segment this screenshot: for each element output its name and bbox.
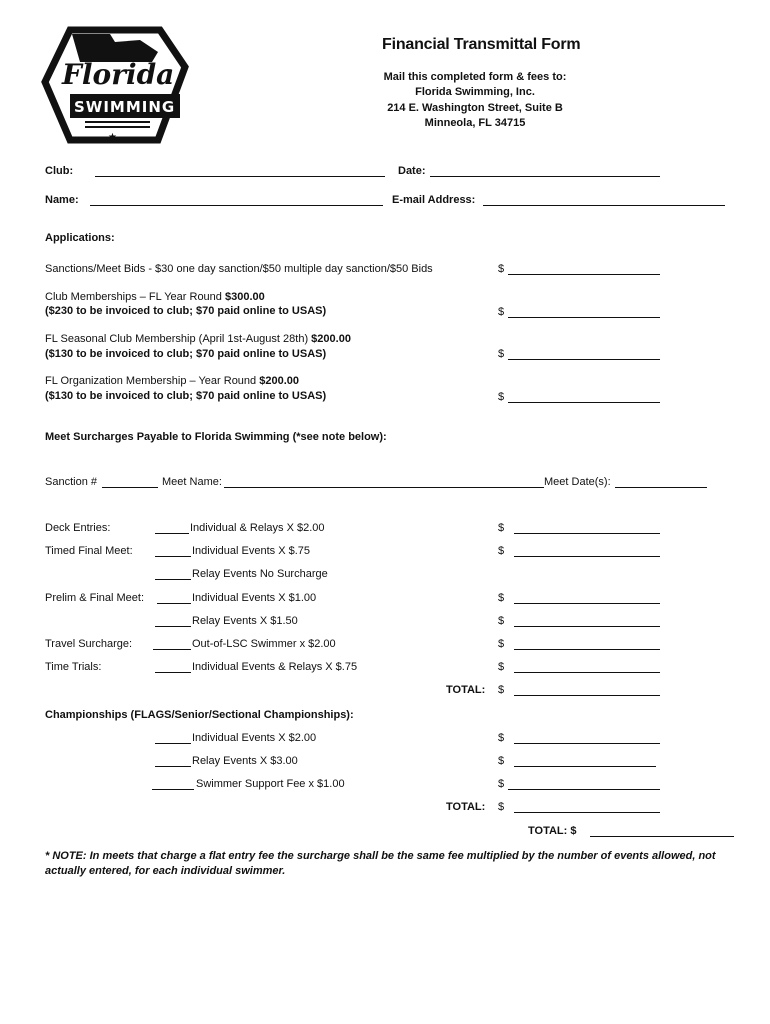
sanction-number-label: Sanction #: [45, 476, 97, 488]
seasonal-membership-amount-input[interactable]: [508, 349, 660, 360]
prelim-relay-item: Relay Events X $1.50: [192, 615, 298, 627]
deck-entries-item: Individual & Relays X $2.00: [190, 522, 325, 534]
travel-surcharge-item: Out-of-LSC Swimmer x $2.00: [192, 638, 336, 650]
sanction-number-input[interactable]: [102, 477, 158, 488]
deck-entries-currency: $: [498, 522, 505, 534]
grand-total-label: TOTAL: $: [528, 825, 577, 837]
relay-no-surcharge-item: Relay Events No Surcharge: [192, 568, 328, 580]
logo-star-icon: ★: [108, 132, 117, 143]
org-membership-note: ($130 to be invoiced to club; $70 paid online to USAS): [45, 390, 327, 402]
email-label: E-mail Address:: [392, 194, 476, 206]
meet-dates-input[interactable]: [615, 477, 707, 488]
prelim-relay-count-input[interactable]: [155, 616, 191, 627]
champ-individual-amount-input[interactable]: [514, 733, 660, 744]
meet-name-label: Meet Name:: [162, 476, 222, 488]
champ-individual-count-input[interactable]: [155, 733, 191, 744]
time-trials-item: Individual Events & Relays X $.75: [192, 661, 358, 673]
champ-relay-amount-input[interactable]: [514, 756, 656, 767]
seasonal-membership-price: $200.00: [311, 333, 351, 345]
champ-relay-count-input[interactable]: [155, 756, 191, 767]
grand-total-input[interactable]: [590, 826, 734, 837]
timed-final-amount-input[interactable]: [514, 546, 660, 557]
org-membership-label: FL Organization Membership – Year Round: [45, 375, 260, 387]
logo-word-florida: Florida: [62, 58, 175, 91]
timed-final-label: Timed Final Meet:: [45, 545, 133, 557]
championships-heading: Championships (FLAGS/Senior/Sectional Championships):: [45, 709, 354, 721]
sanctions-currency: $: [498, 263, 505, 275]
deck-entries-label: Deck Entries:: [45, 522, 111, 534]
championships-total-currency: $: [498, 801, 505, 813]
deck-entries-amount-input[interactable]: [514, 523, 660, 534]
travel-surcharge-label: Travel Surcharge:: [45, 638, 133, 650]
meet-dates-label: Meet Date(s):: [544, 476, 611, 488]
relay-no-surcharge-count-input[interactable]: [155, 569, 191, 580]
champ-relay-currency: $: [498, 755, 505, 767]
travel-surcharge-amount-input[interactable]: [514, 639, 660, 650]
travel-surcharge-currency: $: [498, 638, 505, 650]
seasonal-membership-note: ($130 to be invoiced to club; $70 paid online to USAS): [45, 348, 327, 360]
page-title: Financial Transmittal Form: [382, 36, 581, 53]
org-city: Minneola, FL 34715: [424, 117, 526, 129]
org-membership-amount-input[interactable]: [508, 392, 660, 403]
club-membership-currency: $: [498, 306, 505, 318]
championships-total-input[interactable]: [514, 802, 660, 813]
surcharge-total-currency: $: [498, 684, 505, 696]
seasonal-membership-label: FL Seasonal Club Membership (April 1st-August 28th): [45, 333, 312, 345]
club-membership-amount-input[interactable]: [508, 307, 660, 318]
time-trials-amount-input[interactable]: [514, 662, 660, 673]
prelim-relay-currency: $: [498, 615, 505, 627]
date-label: Date:: [398, 165, 426, 177]
sanctions-amount-input[interactable]: [508, 264, 660, 275]
name-input[interactable]: [90, 195, 383, 206]
support-fee-amount-input[interactable]: [508, 779, 660, 790]
deck-entries-count-input[interactable]: [155, 523, 189, 534]
travel-surcharge-count-input[interactable]: [153, 639, 191, 650]
applications-heading: Applications:: [45, 232, 115, 244]
timed-final-item: Individual Events X $.75: [192, 545, 311, 557]
seasonal-membership-currency: $: [498, 348, 505, 360]
support-fee-item: Swimmer Support Fee x $1.00: [196, 778, 345, 790]
club-membership-note: ($230 to be invoiced to club; $70 paid online to USAS): [45, 305, 327, 317]
timed-final-currency: $: [498, 545, 505, 557]
support-fee-count-input[interactable]: [152, 779, 194, 790]
prelim-final-amount-input[interactable]: [514, 593, 660, 604]
footnote: * NOTE: In meets that charge a flat entry fee the surcharge shall be the same fee multiplied by the number of events allowed, not actually entered, for each individual swimmer.: [45, 850, 716, 877]
champ-individual-item: Individual Events X $2.00: [192, 732, 317, 744]
club-membership-label: Club Memberships – FL Year Round: [45, 291, 225, 303]
mail-instruction: Mail this completed form & fees to:: [383, 71, 567, 83]
time-trials-label: Time Trials:: [45, 661, 102, 673]
club-membership-price: $300.00: [224, 291, 265, 303]
name-label: Name:: [45, 194, 79, 206]
surcharges-heading: Meet Surcharges Payable to Florida Swimming (*see note below):: [45, 431, 387, 443]
org-street: 214 E. Washington Street, Suite B: [387, 102, 563, 114]
surcharge-total-input[interactable]: [514, 685, 660, 696]
florida-swimming-logo: [40, 22, 190, 147]
champ-relay-item: Relay Events X $3.00: [192, 755, 298, 767]
org-name: Florida Swimming, Inc.: [415, 86, 535, 98]
email-input[interactable]: [483, 195, 725, 206]
prelim-final-item: Individual Events X $1.00: [192, 592, 317, 604]
prelim-final-label: Prelim & Final Meet:: [45, 592, 145, 604]
prelim-relay-amount-input[interactable]: [514, 616, 660, 627]
surcharge-total-label: TOTAL:: [446, 684, 486, 696]
meet-name-input[interactable]: [224, 477, 544, 488]
time-trials-currency: $: [498, 661, 505, 673]
prelim-final-count-input[interactable]: [157, 593, 191, 604]
timed-final-count-input[interactable]: [155, 546, 191, 557]
logo-word-swimming: SWIMMING: [74, 98, 176, 116]
sanctions-item: Sanctions/Meet Bids - $30 one day sanction/$50 multiple day sanction/$50 Bids: [45, 263, 433, 275]
champ-individual-currency: $: [498, 732, 505, 744]
support-fee-currency: $: [498, 778, 505, 790]
championships-total-label: TOTAL:: [446, 801, 486, 813]
time-trials-count-input[interactable]: [155, 662, 191, 673]
date-input[interactable]: [430, 166, 660, 177]
club-input[interactable]: [95, 166, 385, 177]
club-label: Club:: [45, 165, 74, 177]
prelim-final-currency: $: [498, 592, 505, 604]
org-membership-price: $200.00: [259, 375, 299, 387]
org-membership-currency: $: [498, 391, 505, 403]
